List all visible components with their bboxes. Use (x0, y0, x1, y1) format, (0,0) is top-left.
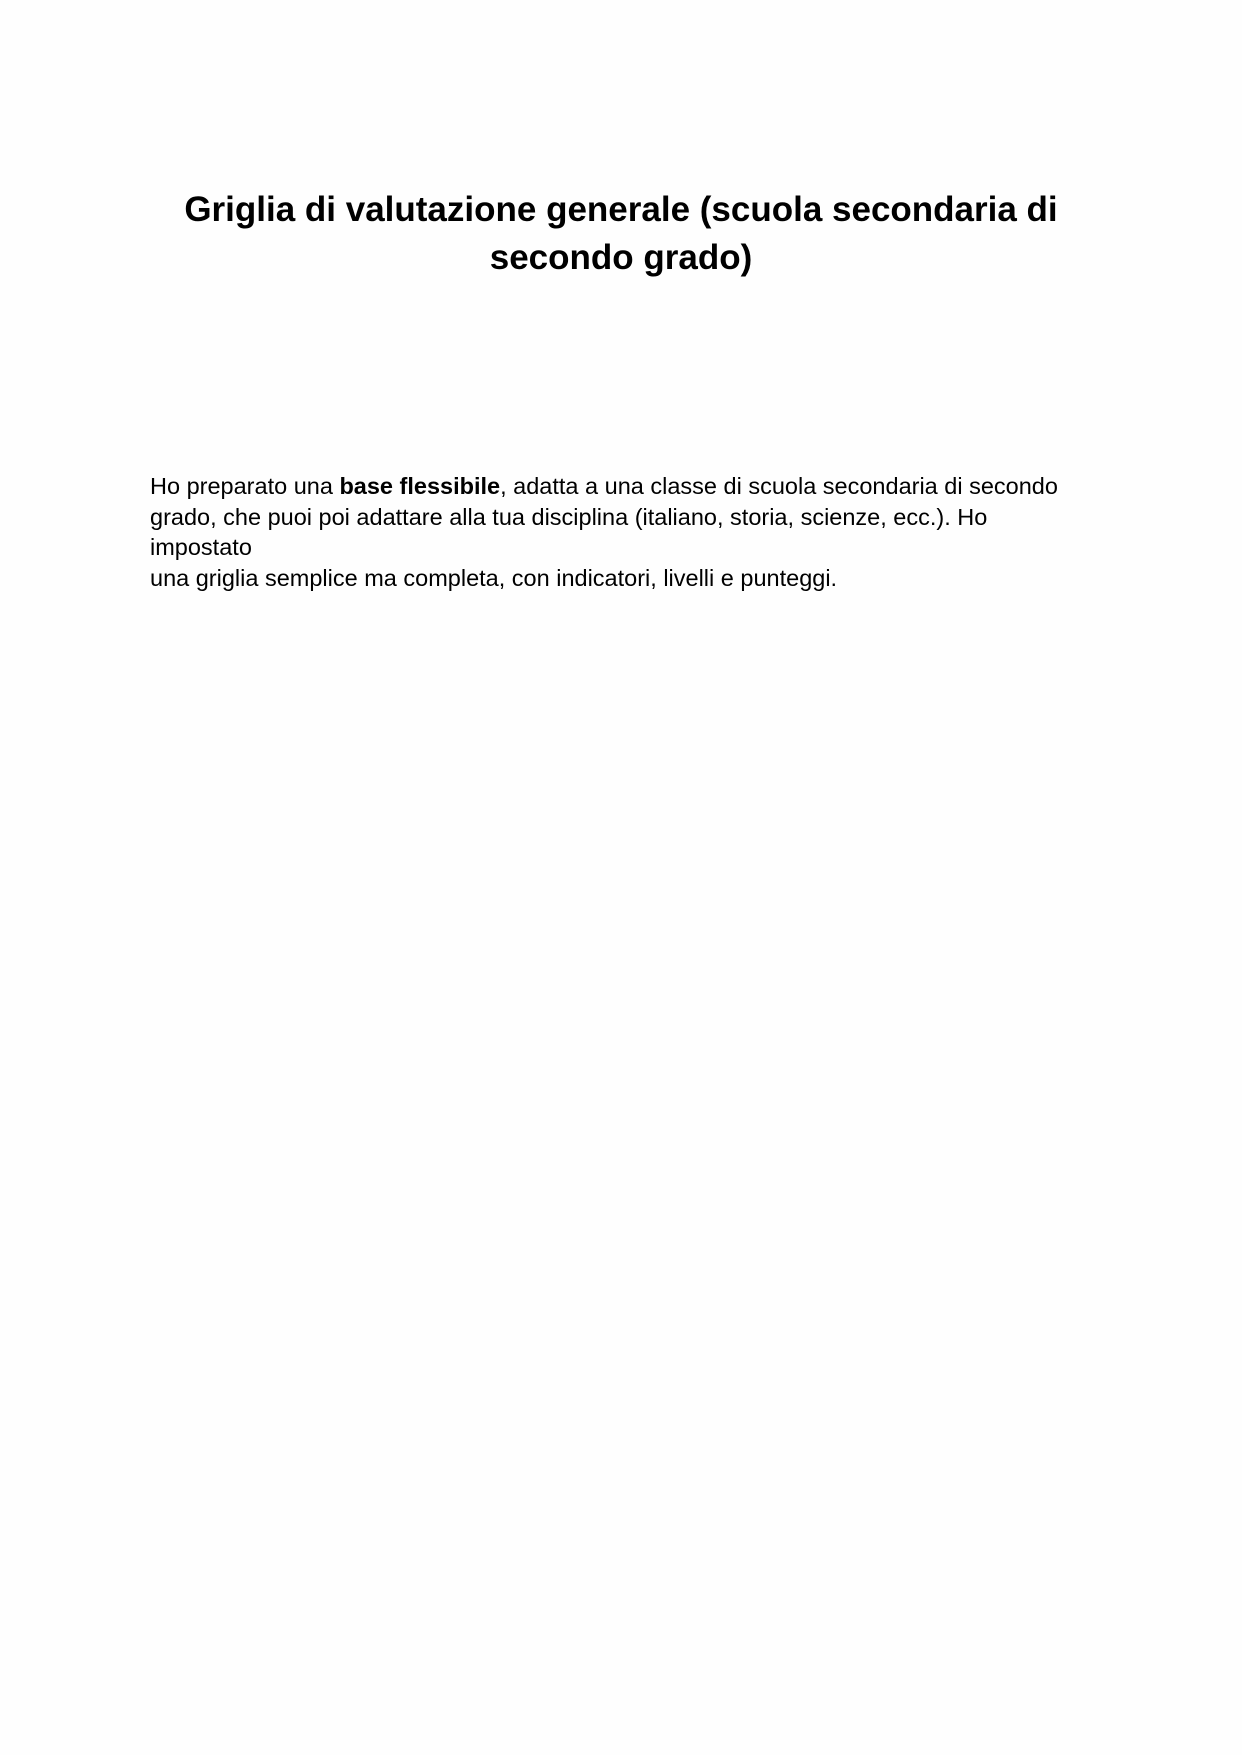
title-line-1: Griglia di valutazione generale (scuola secondaria di (184, 190, 1058, 229)
document-title (150, 186, 1092, 282)
paragraph-bold-phrase: base flessibile (339, 473, 501, 499)
title-line-2: secondo grado) (489, 238, 753, 277)
paragraph-line-2: grado, che puoi poi adattare alla tua disciplina (italiano, storia, scienze, ecc.). Ho impostato (150, 503, 988, 560)
intro-paragraph (150, 471, 1090, 593)
paragraph-line-3: una griglia semplice ma completa, con indicatori, livelli e punteggi. (150, 564, 838, 591)
paragraph-line-1-end: , adatta a una classe di scuola secondaria di secondo (500, 473, 1058, 499)
paragraph-line-1-start: Ho preparato una (150, 473, 340, 499)
